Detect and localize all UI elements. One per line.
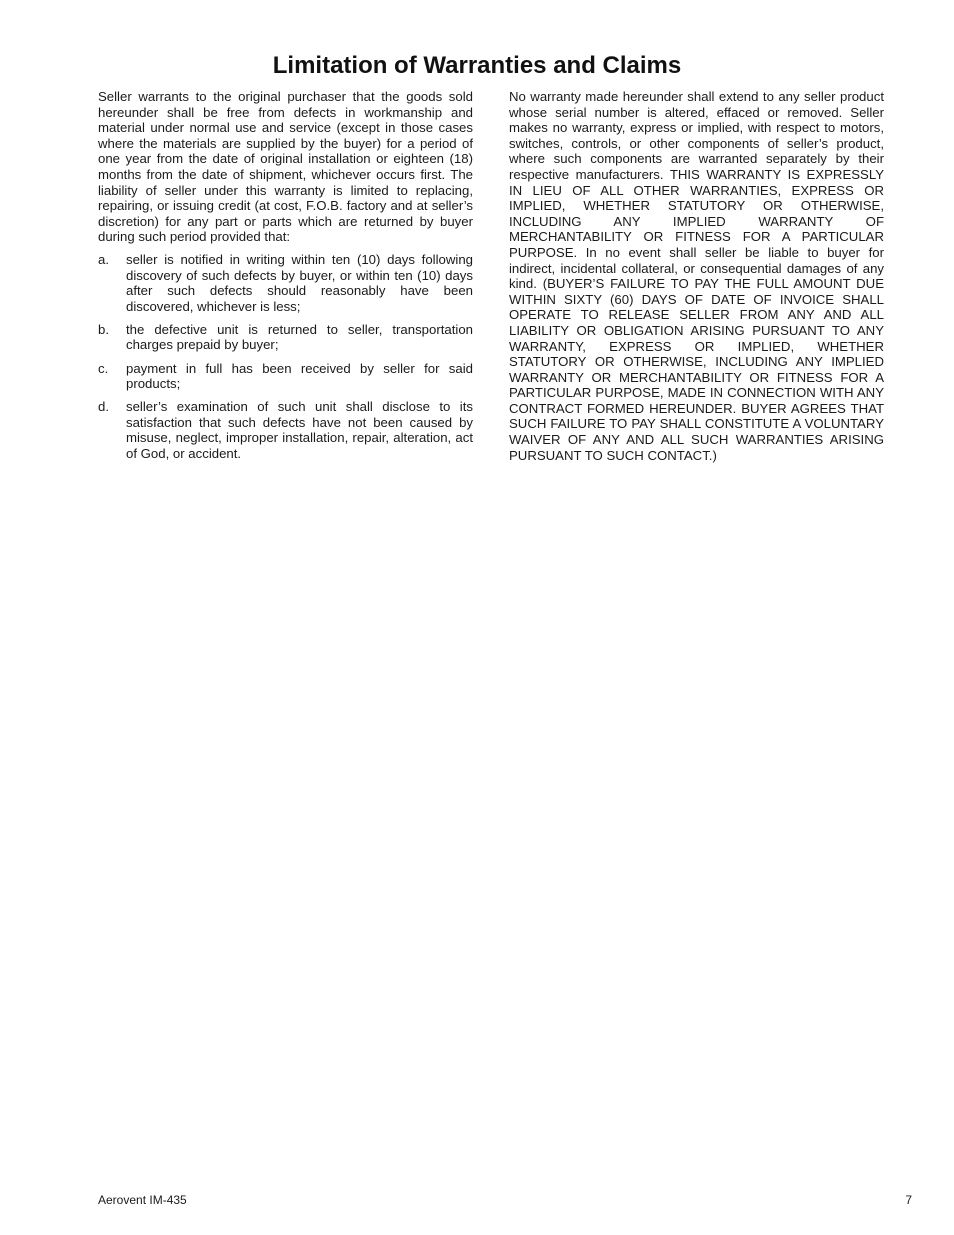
list-item-text: payment in full has been received by seller for said products; — [126, 360, 473, 392]
list-item-text: seller’s examination of such unit shall disclose to its satisfaction that such defects have not been caused by misuse, neglect, improper installation, repair, alteration, act of God, or accident. — [126, 399, 473, 461]
footer-document-id: Aerovent IM-435 — [98, 1193, 187, 1207]
list-item — [98, 322, 473, 353]
warranty-disclaimer-paragraph: No warranty made hereunder shall extend to any seller product whose serial number is altered, effaced or removed. Seller makes no warranty, express or implied, with respect to motors, switches, controls, or other components of seller’s product, where such components are warranted separately by their respective manufacturers. THIS WARRANTY IS EXPRESSLY IN LIEU OF ALL OTHER WARRANTIES, EXPRESS OR IMPLIED, WHETHER STATUTORY OR OTHERWISE, INCLUDING ANY IMPLIED WARRANTY OF MERCHANTABILITY OR FITNESS FOR A PARTICULAR PURPOSE. In no event shall seller be liable to buyer for indirect, incidental collateral, or consequential damages of any kind. (BUYER’S FAILURE TO PAY THE FULL AMOUNT DUE WITHIN SIXTY (60) DAYS OF DATE OF INVOICE SHALL OPERATE TO RELEASE SELLER FROM ANY AND ALL LIABILITY OR OBLIGATION ARISING PURSUANT TO ANY WARRANTY, EXPRESS OR IMPLIED, WHETHER STATUTORY OR OTHERWISE, INCLUDING ANY IMPLIED WARRANTY OR MERCHANTABILITY OR FITNESS FOR A PARTICULAR PURPOSE, MADE IN CONNECTION WITH ANY CONTRACT FORMED HEREUNDER. BUYER AGREES THAT SUCH FAILURE TO PAY SHALL CONSTITUTE A VOLUNTARY WAIVER OF ANY AND ALL SUCH WARRANTIES ARISING PURSUANT TO SUCH CONTACT.) — [509, 89, 884, 463]
list-item-text: the defective unit is returned to seller, transportation charges prepaid by buyer; — [126, 321, 473, 353]
list-item-marker: d. — [98, 399, 109, 415]
footer-page-number: 7 — [905, 1193, 912, 1207]
list-item-marker: c. — [98, 360, 109, 376]
list-item-text: seller is notified in writing within ten (10) days following discovery of such defects by buyer, or within ten (10) days after such defects should reasonably have been discovered, whichever is less; — [126, 251, 473, 314]
list-item-marker: a. — [98, 251, 109, 267]
warranty-conditions-list — [98, 252, 473, 462]
warranty-intro-paragraph: Seller warrants to the original purchaser that the goods sold hereunder shall be free from defects in workmanship and material under normal use and service (except in those cases where the materials are supplied by the buyer) for a period of one year from the date of original installation or eighteen (18) months from the date of shipment, whichever occurs first. The liability of seller under this warranty is limited to replacing, repairing, or issuing credit (at cost, F.O.B. factory and at seller’s discretion) for any part or parts which are returned by buyer during such period provided that: — [98, 89, 473, 245]
left-column — [98, 89, 473, 469]
right-column — [509, 89, 884, 463]
page-title: Limitation of Warranties and Claims — [272, 52, 682, 79]
list-item — [98, 399, 473, 461]
list-item-marker: b. — [98, 321, 109, 337]
list-item — [98, 252, 473, 314]
list-item — [98, 361, 473, 392]
